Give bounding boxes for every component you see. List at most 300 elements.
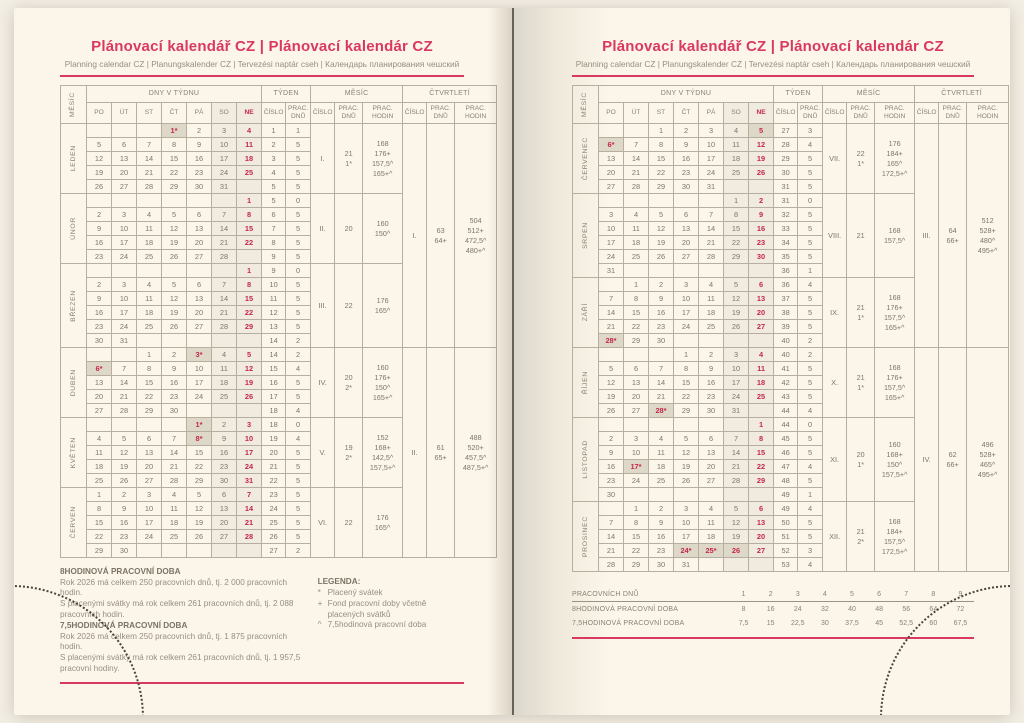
value-line: 157,5^ xyxy=(883,537,906,546)
quarter-number-cell: II. xyxy=(403,348,427,558)
day-cell: 12 xyxy=(749,138,774,152)
month-column-label: MĚSÍC xyxy=(69,91,77,118)
week-workdays-cell: 5 xyxy=(798,390,823,404)
month-name-label: DUBEN xyxy=(70,368,77,397)
day-cell: 29 xyxy=(749,474,774,488)
day-header-st: ST xyxy=(649,103,674,124)
week-workdays-cell: 3 xyxy=(798,124,823,138)
day-cell: 4 xyxy=(749,348,774,362)
day-cell: 4 xyxy=(724,124,749,138)
day-cell: 24 xyxy=(187,390,212,404)
week-number-cell: 53 xyxy=(774,558,798,572)
day-cell: 27 xyxy=(624,404,649,418)
day-cell: 2 xyxy=(599,432,624,446)
day-cell: 13 xyxy=(624,376,649,390)
conversion-value: 16 xyxy=(766,605,775,613)
day-cell: 26 xyxy=(237,390,262,404)
day-cell: 13 xyxy=(212,502,237,516)
day-cell: 2 xyxy=(674,124,699,138)
day-cell: 23 xyxy=(699,390,724,404)
day-cell: 28 xyxy=(724,474,749,488)
value-line: 22 xyxy=(344,517,353,527)
month-workhours-cell xyxy=(875,278,915,348)
day-cell: 12 xyxy=(162,222,187,236)
day-cell: 6 xyxy=(699,432,724,446)
day-cell xyxy=(674,334,699,348)
quarter-number-header: ČÍSLO xyxy=(403,103,427,124)
conversion-row xyxy=(572,602,974,616)
day-cell: 8 xyxy=(624,292,649,306)
day-cell xyxy=(649,264,674,278)
day-cell: 13 xyxy=(749,292,774,306)
week-workdays-cell: 2 xyxy=(286,334,311,348)
day-cell: 28 xyxy=(599,558,624,572)
day-cell xyxy=(599,278,624,292)
week-workdays-cell: 5 xyxy=(798,236,823,250)
quarter-workhours-cell xyxy=(455,124,497,348)
day-cell: 15 xyxy=(162,152,187,166)
day-header-po: PO xyxy=(87,103,112,124)
day-cell: 28* xyxy=(649,404,674,418)
day-cell: 25 xyxy=(749,390,774,404)
day-cell: 2 xyxy=(699,348,724,362)
day-cell: 11 xyxy=(699,292,724,306)
week-number-cell: 48 xyxy=(774,474,798,488)
month-workdays-cell xyxy=(847,348,875,418)
day-cell: 6 xyxy=(624,362,649,376)
day-cell: 26 xyxy=(599,404,624,418)
day-cell: 1 xyxy=(624,502,649,516)
day-cell xyxy=(137,334,162,348)
week-workdays-cell: 5 xyxy=(798,446,823,460)
day-header-pá: PÁ xyxy=(187,103,212,124)
value-line: 1* xyxy=(857,159,864,168)
day-cell: 20 xyxy=(112,166,137,180)
week-workdays-cell: 5 xyxy=(798,530,823,544)
day-cell: 18 xyxy=(162,516,187,530)
day-cell: 30 xyxy=(212,474,237,488)
day-cell: 9 xyxy=(87,292,112,306)
day-header-čt: ČT xyxy=(162,103,187,124)
value-line: 165^ xyxy=(374,306,391,315)
day-cell: 13 xyxy=(749,516,774,530)
day-cell: 21 xyxy=(212,236,237,250)
day-cell: 20 xyxy=(599,166,624,180)
week-workdays-cell: 5 xyxy=(286,222,311,236)
day-cell: 17 xyxy=(724,376,749,390)
month-group-header: MĚSÍC xyxy=(311,86,403,103)
day-cell: 25 xyxy=(624,250,649,264)
month-name-label: LISTOPAD xyxy=(582,440,589,479)
day-cell xyxy=(162,418,187,432)
caret-symbol: ^ xyxy=(317,620,322,630)
day-cell: 29 xyxy=(624,558,649,572)
day-cell: 2 xyxy=(649,502,674,516)
day-cell: 17 xyxy=(674,306,699,320)
day-cell: 4 xyxy=(137,208,162,222)
day-cell: 6* xyxy=(599,138,624,152)
value-line: 150^ xyxy=(374,229,391,238)
day-cell xyxy=(674,488,699,502)
value-line: 176 xyxy=(376,295,389,305)
week-number-cell: 19 xyxy=(262,432,286,446)
week-workdays-cell: 4 xyxy=(798,502,823,516)
day-cell: 1* xyxy=(187,418,212,432)
legend-item xyxy=(318,588,464,599)
day-cell: 20 xyxy=(87,390,112,404)
day-cell: 8 xyxy=(749,432,774,446)
day-cell: 5 xyxy=(112,432,137,446)
week-number-cell: 14 xyxy=(262,334,286,348)
day-cell: 26 xyxy=(724,544,749,558)
quarter-number-cell: IV. xyxy=(915,348,939,572)
day-cell xyxy=(724,180,749,194)
value-line: 165+^ xyxy=(884,323,905,333)
day-cell: 19 xyxy=(187,516,212,530)
day-cell: 16 xyxy=(162,376,187,390)
month-name-cell xyxy=(573,124,599,194)
day-cell xyxy=(674,194,699,208)
week-number-cell: 2 xyxy=(262,138,286,152)
day-cell: 15 xyxy=(137,376,162,390)
month-workhours-cell xyxy=(875,124,915,194)
day-cell: 15 xyxy=(749,446,774,460)
day-cell: 4 xyxy=(237,124,262,138)
day-cell: 29 xyxy=(162,180,187,194)
day-cell: 14 xyxy=(599,306,624,320)
day-cell: 5 xyxy=(162,278,187,292)
week-workdays-cell: 4 xyxy=(798,278,823,292)
day-cell: 12 xyxy=(674,446,699,460)
day-cell: 19 xyxy=(749,152,774,166)
day-cell xyxy=(624,194,649,208)
day-cell: 1* xyxy=(162,124,187,138)
conversion-row-label: 7,5HODINOVÁ PRACOVNÍ DOBA xyxy=(572,619,685,627)
day-cell: 23 xyxy=(749,236,774,250)
day-cell: 31 xyxy=(599,264,624,278)
month-number-cell: XI. xyxy=(823,418,847,502)
day-cell: 27 xyxy=(187,320,212,334)
day-cell: 17 xyxy=(187,376,212,390)
month-name-cell xyxy=(573,194,599,278)
day-cell: 11 xyxy=(649,446,674,460)
week-workdays-cell: 5 xyxy=(798,208,823,222)
value-line: 157,5+^ xyxy=(881,470,908,480)
quarter-workdays-cell xyxy=(427,348,455,558)
week-workdays-cell: 5 xyxy=(798,166,823,180)
day-cell xyxy=(699,264,724,278)
day-cell: 12 xyxy=(724,516,749,530)
value-line: 22 xyxy=(856,148,865,158)
day-cell: 14 xyxy=(724,446,749,460)
week-number-header: ČÍSLO xyxy=(262,103,286,124)
week-workdays-cell: 5 xyxy=(798,152,823,166)
day-cell: 7 xyxy=(724,432,749,446)
day-cell xyxy=(212,264,237,278)
day-cell: 9 xyxy=(649,516,674,530)
month-workdays-cell xyxy=(847,418,875,502)
day-cell: 3 xyxy=(112,278,137,292)
day-cell: 17 xyxy=(674,530,699,544)
week-workdays-cell: 5 xyxy=(798,376,823,390)
calendar-body xyxy=(61,124,497,558)
day-cell xyxy=(599,502,624,516)
day-cell: 2 xyxy=(649,278,674,292)
week-number-cell: 41 xyxy=(774,362,798,376)
value-line: 157,5^ xyxy=(883,383,906,392)
value-line: 512+ xyxy=(467,225,484,235)
legend-text: Placený svátek xyxy=(327,588,383,597)
day-cell xyxy=(624,488,649,502)
week-number-cell: 27 xyxy=(262,544,286,558)
day-cell: 5 xyxy=(187,488,212,502)
value-line: 1* xyxy=(857,383,864,392)
legend xyxy=(302,567,464,675)
day-cell: 12 xyxy=(237,362,262,376)
value-line: 504 xyxy=(469,215,482,225)
month-number-cell: VIII. xyxy=(823,194,847,278)
day-cell xyxy=(137,544,162,558)
day-cell: 10 xyxy=(112,292,137,306)
calendar-table-jan-jun xyxy=(60,85,497,558)
week-workdays-cell: 2 xyxy=(286,348,311,362)
day-cell: 1 xyxy=(749,418,774,432)
week-workdays-cell: 4 xyxy=(798,404,823,418)
day-cell: 1 xyxy=(237,264,262,278)
day-cell: 13 xyxy=(187,222,212,236)
month-workhours-cell xyxy=(363,418,403,488)
day-cell: 7 xyxy=(112,362,137,376)
day-cell: 13 xyxy=(137,446,162,460)
month-workhours-cell xyxy=(875,418,915,502)
day-cell xyxy=(599,124,624,138)
day-cell: 5 xyxy=(749,124,774,138)
value-line: 19 xyxy=(344,442,353,452)
day-cell: 15 xyxy=(649,152,674,166)
day-cell: 23 xyxy=(649,544,674,558)
week-workdays-cell: 2 xyxy=(798,334,823,348)
month-name-label: ČERVEN xyxy=(70,506,77,539)
week-workdays-cell: 5 xyxy=(798,180,823,194)
conversion-value: 45 xyxy=(875,619,883,627)
month-name-label: ŘÍJEN xyxy=(582,370,589,395)
day-cell: 30 xyxy=(599,488,624,502)
day-cell xyxy=(237,180,262,194)
day-cell: 12 xyxy=(162,292,187,306)
day-cell xyxy=(749,488,774,502)
week-workdays-cell: 5 xyxy=(798,222,823,236)
month-workdays-cell xyxy=(847,124,875,194)
conversion-value: 7 xyxy=(904,591,909,598)
day-cell: 15 xyxy=(187,446,212,460)
month-number-cell: II. xyxy=(311,194,335,264)
week-workdays-cell: 5 xyxy=(286,208,311,222)
value-line: 176+ xyxy=(886,372,903,382)
calendar-body xyxy=(573,124,1009,572)
day-cell: 24 xyxy=(137,530,162,544)
day-cell: 6 xyxy=(187,208,212,222)
day-cell: 14 xyxy=(699,222,724,236)
header-row-columns xyxy=(61,103,497,124)
week-number-cell: 42 xyxy=(774,376,798,390)
page-title: Plánovací kalendář CZ | Plánovací kalendár CZ xyxy=(91,38,433,55)
day-cell: 25 xyxy=(724,166,749,180)
value-line: 21 xyxy=(856,302,865,312)
day-cell: 16 xyxy=(649,306,674,320)
day-cell: 27 xyxy=(749,544,774,558)
day-cell: 17 xyxy=(137,516,162,530)
conversion-value: 8 xyxy=(741,605,746,613)
day-cell: 8 xyxy=(624,516,649,530)
month-workdays-cell xyxy=(335,488,363,558)
conversion-value: 22,5 xyxy=(790,619,805,627)
value-line: 150^ xyxy=(374,383,391,392)
value-line: 495+^ xyxy=(977,470,998,480)
day-cell: 27 xyxy=(137,474,162,488)
value-line: 495+^ xyxy=(977,246,998,256)
week-number-cell: 5 xyxy=(262,194,286,208)
day-cell xyxy=(187,334,212,348)
header-rule xyxy=(572,75,974,77)
day-cell: 29 xyxy=(624,334,649,348)
day-cell: 23 xyxy=(162,390,187,404)
week-number-cell: 11 xyxy=(262,292,286,306)
day-cell: 24 xyxy=(212,166,237,180)
day-cell: 14 xyxy=(599,530,624,544)
day-cell xyxy=(212,544,237,558)
day-cell xyxy=(162,544,187,558)
value-line: 160 xyxy=(376,362,389,372)
planner-spread xyxy=(14,8,1010,715)
conversion-value: 64 xyxy=(929,605,938,613)
day-cell: 8 xyxy=(649,138,674,152)
day-cell: 17 xyxy=(237,446,262,460)
value-line: 165+^ xyxy=(884,393,905,403)
day-cell: 28* xyxy=(599,334,624,348)
value-line: 168 xyxy=(888,292,901,302)
day-cell: 28 xyxy=(112,404,137,418)
day-cell: 10 xyxy=(237,432,262,446)
day-cell: 4 xyxy=(87,432,112,446)
month-workdays-cell xyxy=(335,124,363,194)
week-number-cell: 9 xyxy=(262,250,286,264)
week-number-cell: 49 xyxy=(774,488,798,502)
week-number-cell: 15 xyxy=(262,362,286,376)
week-number-cell: 3 xyxy=(262,152,286,166)
asterisk-symbol: * xyxy=(317,588,321,597)
day-cell: 7 xyxy=(649,362,674,376)
value-line: 157,5^ xyxy=(371,159,394,168)
day-cell: 2 xyxy=(212,418,237,432)
day-cell: 12 xyxy=(112,446,137,460)
week-workdays-cell: 5 xyxy=(286,530,311,544)
day-cell: 19 xyxy=(162,236,187,250)
day-cell: 26 xyxy=(749,166,774,180)
quarter-workdays-header: PRAC. DNŮ xyxy=(427,103,455,124)
month-workhours-cell xyxy=(875,194,915,278)
day-cell xyxy=(137,418,162,432)
month-name-cell xyxy=(61,488,87,558)
value-line: 480^ xyxy=(979,236,996,245)
week-workdays-cell: 0 xyxy=(798,418,823,432)
week-workdays-cell: 5 xyxy=(286,250,311,264)
day-cell: 14 xyxy=(212,222,237,236)
day-cell xyxy=(649,488,674,502)
day-cell: 21 xyxy=(649,390,674,404)
week-number-cell: 43 xyxy=(774,390,798,404)
conversion-value: 1 xyxy=(741,591,746,598)
value-line: 1* xyxy=(857,460,864,469)
day-cell: 9 xyxy=(649,292,674,306)
day-header-pá: PÁ xyxy=(699,103,724,124)
value-line: 21 xyxy=(344,148,353,158)
value-line: 168 xyxy=(888,516,901,526)
day-cell: 17 xyxy=(212,152,237,166)
day-cell: 18 xyxy=(212,376,237,390)
day-cell: 6 xyxy=(187,278,212,292)
worktime-line: Rok 2026 má celkem 250 pracovních dnů, tj. 1 875 pracovních hodin. xyxy=(60,631,288,652)
conversion-value: 2 xyxy=(768,591,773,598)
calendar-header xyxy=(573,86,1009,124)
day-cell: 1 xyxy=(87,488,112,502)
week-number-cell: 26 xyxy=(262,530,286,544)
day-cell: 28 xyxy=(212,250,237,264)
day-cell: 22 xyxy=(237,236,262,250)
day-cell xyxy=(699,418,724,432)
day-cell: 14 xyxy=(237,502,262,516)
week-number-cell: 24 xyxy=(262,502,286,516)
day-cell: 30 xyxy=(674,180,699,194)
month-workdays-header: PRAC. DNŮ xyxy=(847,103,875,124)
day-cell: 23 xyxy=(187,166,212,180)
quarter-workhours-cell xyxy=(455,348,497,558)
day-cell: 11 xyxy=(212,362,237,376)
week-workdays-cell: 4 xyxy=(286,362,311,376)
calendar-table-jul-dec xyxy=(572,85,1009,572)
value-line: 61 xyxy=(436,442,445,452)
day-cell: 2 xyxy=(112,488,137,502)
quarter-workhours-cell xyxy=(967,348,1009,572)
week-number-cell: 52 xyxy=(774,544,798,558)
day-cell: 6 xyxy=(749,278,774,292)
day-cell: 13 xyxy=(187,292,212,306)
week-number-cell: 34 xyxy=(774,236,798,250)
day-cell: 25 xyxy=(137,250,162,264)
day-cell xyxy=(87,264,112,278)
day-cell xyxy=(749,264,774,278)
day-cell: 10 xyxy=(212,138,237,152)
month-number-cell: V. xyxy=(311,418,335,488)
day-cell: 17 xyxy=(599,236,624,250)
day-cell: 8 xyxy=(87,502,112,516)
day-cell xyxy=(674,264,699,278)
day-cell: 19 xyxy=(237,376,262,390)
day-cell xyxy=(674,418,699,432)
month-number-cell: IV. xyxy=(311,348,335,418)
week-number-cell: 46 xyxy=(774,446,798,460)
header-rule xyxy=(60,75,464,77)
day-cell: 7 xyxy=(624,138,649,152)
day-cell: 19 xyxy=(674,460,699,474)
week-number-cell: 18 xyxy=(262,418,286,432)
conversion-value: 3 xyxy=(795,591,800,598)
value-line: 157,5+^ xyxy=(369,463,396,473)
day-cell: 5 xyxy=(724,278,749,292)
day-cell: 21 xyxy=(112,390,137,404)
conversion-value: 40 xyxy=(848,605,856,613)
value-line: 2* xyxy=(345,383,352,392)
month-group-header: MĚSÍC xyxy=(823,86,915,103)
